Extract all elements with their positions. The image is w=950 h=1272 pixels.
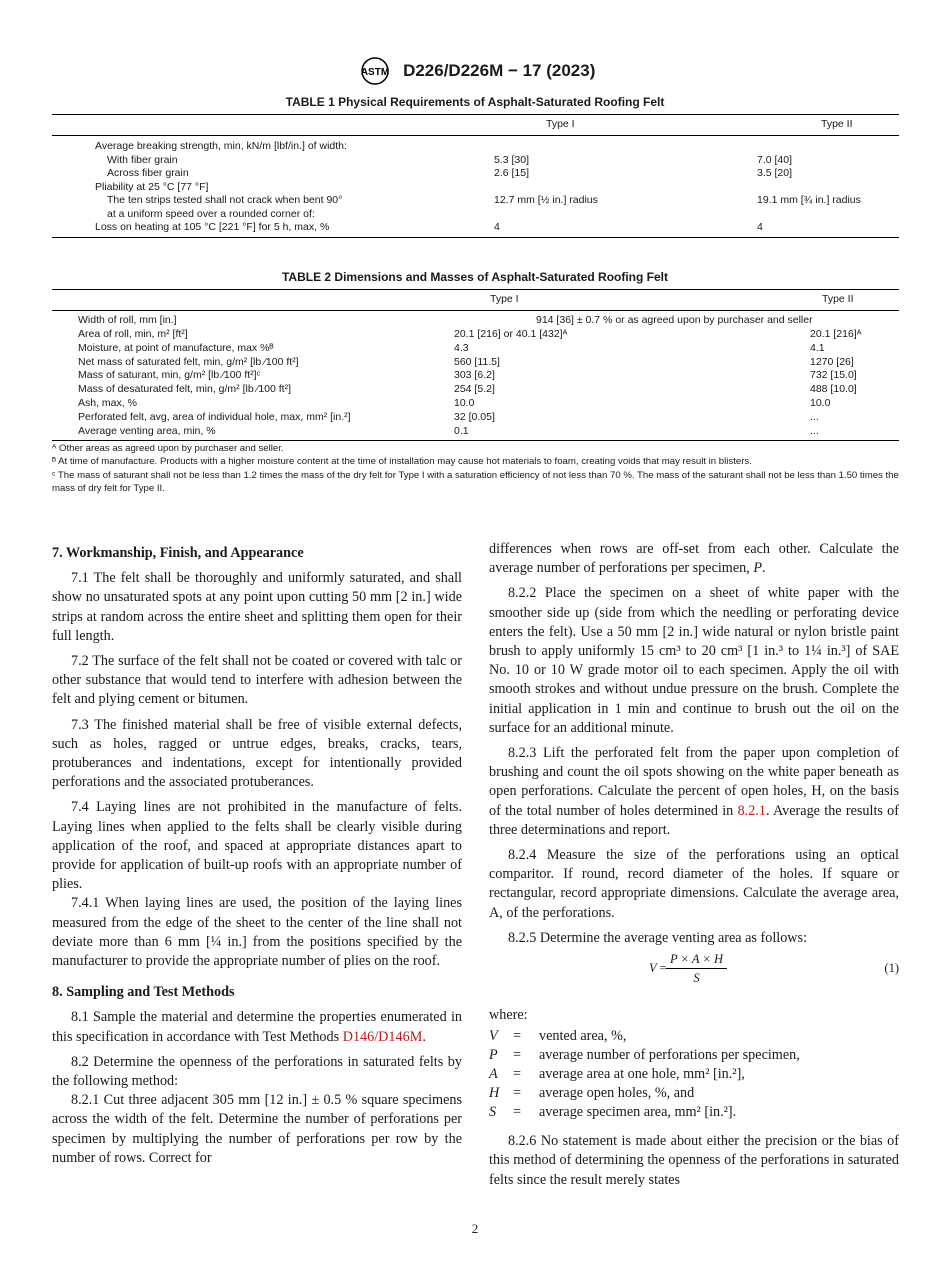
para-7-4: 7.4 Laying lines are not prohibited in the manufacture of felts. Laying lines when applied to the felts shall be clearly visible during application of the roof, and spaced at appropriate distances apart to provide for application of built-up roofs with an appropriate number of plies. xyxy=(52,799,462,893)
para-7-2: 7.2 The surface of the felt shall not be coated or covered with talc or other substance that would tend to interfere with adhesion between the felt and plying cement or bitumen. xyxy=(52,653,462,708)
para-8-2-1-cont: differences when rows are off-set from each other. Calculate the average number of perforations per specimen, P. xyxy=(489,541,899,577)
table1-title: TABLE 1 Physical Requirements of Asphalt-Saturated Roofing Felt xyxy=(285,95,665,109)
table-row: Net mass of saturated felt, min, g/m² [lb ⁄100 ft²] 560 [11.5] 1270 [26] xyxy=(78,355,854,368)
table-row: With fiber grain 5.3 [30] 7.0 [40] xyxy=(107,153,793,166)
table-row: Area of roll, min, m² [ft²] 20.1 [216] or 40.1 [432]ᴬ 20.1 [216]ᴬ xyxy=(78,328,862,341)
table2-col-type2: Type II xyxy=(810,290,899,311)
link-8-2-1[interactable]: 8.2.1 xyxy=(737,802,766,819)
table-row: Moisture, at point of manufacture, max %ᴮ 4.3 4.1 xyxy=(78,341,825,354)
variable-definitions xyxy=(489,1027,800,1122)
table-row: Perforated felt, avg, area of individual hole, max, mm² [in.²] 32 [0.05] ... xyxy=(78,410,819,423)
para-7-1: 7.1 The felt shall be thoroughly and uniformly saturated, and shall show no unsaturated spots at any point upon cutting 50 mm [2 in.] wide strips at random across the entire sheet and splitting them open for their full length. xyxy=(52,570,462,644)
table1-col-type2: Type II xyxy=(757,115,899,136)
equation-number: (1) xyxy=(884,961,899,976)
table2-title: TABLE 2 Dimensions and Masses of Asphalt-Saturated Roofing Felt xyxy=(281,270,669,284)
standard-designation: D226/D226M − 17 (2023) xyxy=(403,61,596,80)
equation-1: V = $\frac{P \times A \times H}{S}$ (1) xyxy=(649,952,899,986)
table-row: Mass of desaturated felt, min, g/m² [lb ⁄100 ft²] 254 [5.2] 488 [10.0] xyxy=(78,383,857,396)
para-7-3: 7.3 The finished material shall be free of visible external defects, such as holes, ragged or untrue edges, breaks, cracks, tears, protuberances and indentations, except for intentionally provided perforations and the associated protuberances. xyxy=(52,716,462,791)
section-8-heading: 8. Sampling and Test Methods xyxy=(52,984,235,1001)
table2-footnotes xyxy=(52,442,900,495)
table1-col-type1: Type I xyxy=(494,115,757,136)
para-7-4-1: 7.4.1 When laying lines are used, the position of the laying lines measured from the edge of the sheet to the center of the line shall not deviate more than 6 mm [¼ in.] from the positions specified by the manufacturer to provide the appropriate number of plies on the roof. xyxy=(52,895,462,970)
table-row: Average venting area, min, % 0.1 ... xyxy=(52,425,899,441)
para-8-2-5: 8.2.5 Determine the average venting area as follows: xyxy=(508,929,808,946)
para-8-2-3: 8.2.3 Lift the perforated felt from the paper upon completion of brushing and count the oil spots showing on the white paper beneath as open perforations. Calculate the percent of open holes, H, on the basis of the total number of holes determined in 8.2.1. Average the results of three determinations and report. xyxy=(489,745,900,838)
equation-fraction: $\frac{P \times A \times H}{S}$ xyxy=(666,950,727,987)
table1 xyxy=(52,114,899,238)
table-row: Mass of saturant, min, g/m² [lb ⁄100 ft²]ᶜ 303 [6.2] 732 [15.0] xyxy=(78,369,857,382)
page-number: 2 xyxy=(471,1221,479,1236)
definition-row: S = average specimen area, mm² [in.²]. xyxy=(489,1104,737,1121)
astm-logo-icon xyxy=(355,56,395,86)
svg-text:ASTM: ASTM xyxy=(360,67,389,78)
table-row: Across fiber grain 2.6 [15] 3.5 [20] xyxy=(107,167,793,179)
definition-row: P = average number of perforations per specimen, xyxy=(489,1047,800,1064)
link-d146[interactable]: D146/D146M xyxy=(342,1028,423,1045)
para-8-1: 8.1 Sample the material and determine the properties enumerated in this specification in accordance with Test Methods D146/D146M. xyxy=(52,1009,462,1045)
table-row: at a uniform speed over a rounded corner of: xyxy=(107,207,315,220)
footnote-b: ᴮ At time of manufacture. Products with a higher moisture content at the time of installation may cause hot materials to foam, creating voids that may result in blisters. xyxy=(52,456,752,468)
where-label: where: xyxy=(489,1007,528,1024)
right-column xyxy=(489,540,899,1196)
definition-row: V = vented area, %, xyxy=(489,1028,627,1045)
para-8-2: 8.2 Determine the openness of the perforations in saturated felts by the following method: xyxy=(52,1053,462,1090)
footnote-a: ᴬ Other areas as agreed upon by purchaser and seller. xyxy=(52,443,284,454)
page-header xyxy=(0,56,950,86)
table-row: Loss on heating at 105 °C [221 °F] for 5 h, max, % 4 4 xyxy=(52,221,899,237)
table2 xyxy=(52,289,899,441)
left-column xyxy=(52,540,462,1174)
definition-row: A = average area at one hole, mm² [in.²], xyxy=(489,1066,745,1083)
table-row: Pliability at 25 °C [77 °F] xyxy=(95,180,209,193)
definition-row: H = average open holes, %, and xyxy=(489,1085,695,1102)
table-row: The ten strips tested shall not crack when bent 90° 12.7 mm [½ in.] radius 19.1 mm [¾ in.] radius xyxy=(107,194,861,206)
table-row: Ash, max, % 10.0 10.0 xyxy=(78,397,831,410)
width-value: 914 [36] ± 0.7 % or as agreed upon by purchaser and seller xyxy=(536,314,813,327)
footnote-c: ᶜ The mass of saturant shall not be less than 1.2 times the mass of the dry felt for Type I with a saturation efficiency of not less than 70 %. The mass of the saturant shall not be less than 1.50 times the mass of dry felt for Type II. xyxy=(52,469,899,494)
para-8-2-6: 8.2.6 No statement is made about either the precision or the bias of this method of determining the openness of the perforations in saturated felts since the result merely states xyxy=(489,1133,899,1188)
table-row: Average breaking strength, min, kN/m [lbf/in.] of width: xyxy=(95,140,347,152)
section-7-heading: 7. Workmanship, Finish, and Appearance xyxy=(52,545,304,561)
para-8-2-1: 8.2.1 Cut three adjacent 305 mm [12 in.] ± 0.5 % square specimens across the width of the felt. Determine the number of perforations per specimen by multiplying the number of perforations per row by the number of rows. Correct for xyxy=(52,1092,462,1166)
para-8-2-2: 8.2.2 Place the specimen on a sheet of white paper with the smoother side up (side from which the needling or perforating device enters the felt). Use a 50 mm [2 in.] wide natural or nylon bristle paint brush to apply uniformly 15 cm³ to 20 cm³ [1 in.³ to 1¼ in.³] of SAE No. 10 or 10 W grade motor oil to each specimen. Apply the oil with smooth strokes and without undue pressure on the brush. Complete the initial application in 1 min and continue to brush out the oil on the surface for an additional minute. xyxy=(489,585,899,736)
para-8-2-4: 8.2.4 Measure the size of the perforations using an optical comparitor. If round, record diameter of the holes. If square or rectangular, record appropriate dimensions. Calculate the average area, A, of the perforations. xyxy=(489,847,899,921)
table-row: Width of roll, mm [in.] 914 [36] ± 0.7 % or as agreed upon by purchaser and seller xyxy=(52,314,899,328)
table2-col-type1: Type I xyxy=(454,290,810,311)
